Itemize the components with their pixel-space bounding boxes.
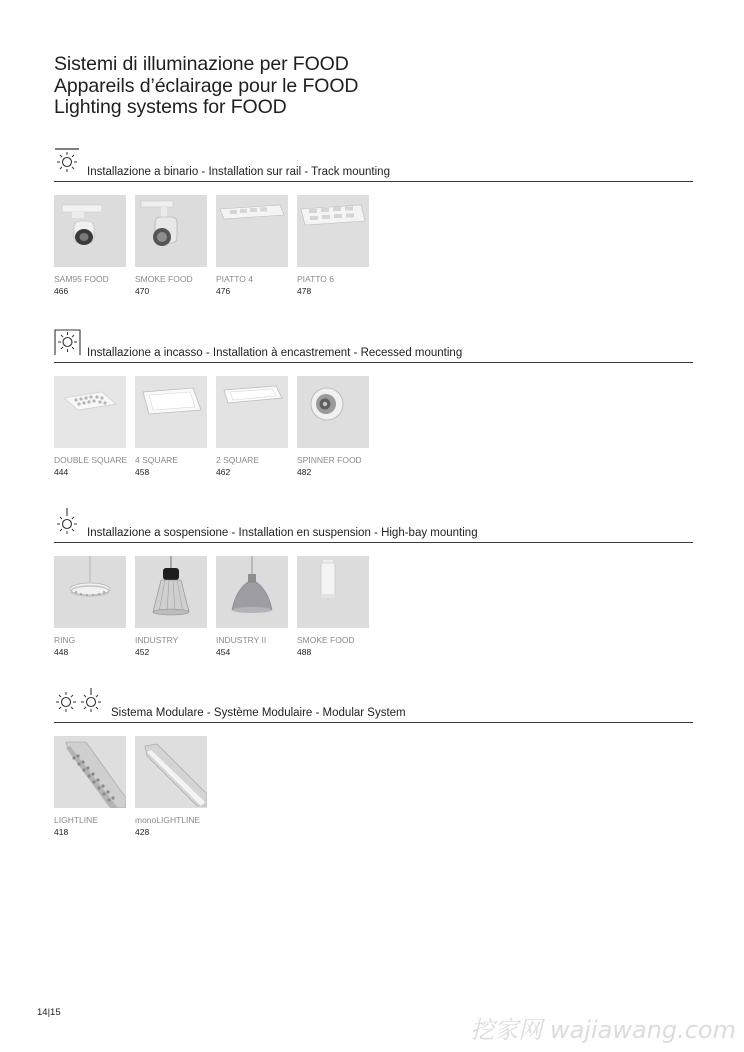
product-code: 452 <box>135 647 150 657</box>
product-code: 478 <box>297 286 312 296</box>
product-name: SAM95 FOOD <box>54 274 109 284</box>
product-card[interactable] <box>54 376 126 479</box>
section-header <box>54 151 693 182</box>
product-name: 4 SQUARE <box>135 455 178 465</box>
product-name: PIATTO 4 <box>216 274 254 284</box>
product-card[interactable] <box>297 376 369 479</box>
section-header <box>54 692 693 723</box>
product-name: INDUSTRY <box>135 635 179 645</box>
product-image-piatto-4 <box>216 195 288 267</box>
product-grid <box>54 736 693 846</box>
product-image-lightline <box>54 736 126 808</box>
section-recessed-mounting <box>54 332 693 486</box>
product-image-4-square <box>135 376 207 448</box>
watermark: 挖家网 wajiawang.com <box>470 1016 736 1044</box>
product-image-spinner-food <box>297 376 369 448</box>
product-image-double-square <box>54 376 126 448</box>
product-code: 470 <box>135 286 150 296</box>
page-title <box>54 54 358 119</box>
product-card[interactable] <box>135 556 207 659</box>
product-card[interactable] <box>135 195 207 298</box>
product-name: SMOKE FOOD <box>135 274 193 284</box>
modular-bulbs-icon <box>54 688 104 721</box>
product-code: 448 <box>54 647 69 657</box>
product-image-smoke-food <box>135 195 207 267</box>
product-image-monolightline <box>135 736 207 808</box>
product-image-industry <box>135 556 207 628</box>
product-code: 418 <box>54 827 69 837</box>
product-image-2-square <box>216 376 288 448</box>
suspended-bulb-icon <box>54 508 80 541</box>
product-code: 488 <box>297 647 312 657</box>
section-header <box>54 512 693 543</box>
product-code: 444 <box>54 467 69 477</box>
section-label: Installazione a binario - Installation sur rail - Track mounting <box>87 166 390 178</box>
product-name: SPINNER FOOD <box>297 455 362 465</box>
product-name: PIATTO 6 <box>297 274 335 284</box>
product-name: monoLIGHTLINE <box>135 815 201 825</box>
product-card[interactable] <box>135 736 207 839</box>
product-card[interactable] <box>54 736 126 839</box>
title-italian: Sistemi di illuminazione per FOOD <box>54 53 349 75</box>
product-grid <box>54 556 693 666</box>
product-name: INDUSTRY II <box>216 635 267 645</box>
product-code: 466 <box>54 286 69 296</box>
product-name: LIGHTLINE <box>54 815 98 825</box>
product-name: 2 SQUARE <box>216 455 259 465</box>
product-image-ring <box>54 556 126 628</box>
section-label: Installazione a incasso - Installation à encastrement - Recessed mounting <box>87 347 463 359</box>
product-code: 428 <box>135 827 150 837</box>
product-name: RING <box>54 635 76 645</box>
section-modular-system <box>54 692 693 846</box>
title-english: Lighting systems for FOOD <box>54 96 287 118</box>
product-name: SMOKE FOOD <box>297 635 355 645</box>
section-label: Sistema Modulare - Système Modulaire - Modular System <box>111 707 406 719</box>
product-card[interactable] <box>135 376 207 479</box>
product-code: 476 <box>216 286 231 296</box>
product-code: 458 <box>135 467 150 477</box>
product-card[interactable] <box>297 556 369 659</box>
product-card[interactable] <box>216 556 288 659</box>
product-name: DOUBLE SQUARE <box>54 455 128 465</box>
section-track-mounting <box>54 151 693 305</box>
product-image-sam95-food <box>54 195 126 267</box>
product-card[interactable] <box>216 376 288 479</box>
product-card[interactable] <box>54 195 126 298</box>
track-bulb-icon <box>54 147 80 180</box>
product-grid <box>54 376 693 486</box>
product-card[interactable] <box>297 195 369 298</box>
product-card[interactable] <box>216 195 288 298</box>
product-code: 454 <box>216 647 231 657</box>
product-code: 482 <box>297 467 312 477</box>
product-image-smoke-food-suspension <box>297 556 369 628</box>
product-card[interactable] <box>54 556 126 659</box>
section-header <box>54 332 693 363</box>
section-label: Installazione a sospensione - Installation en suspension - High-bay mounting <box>87 527 478 539</box>
page-number: 14|15 <box>37 1007 61 1018</box>
product-image-industry-ii <box>216 556 288 628</box>
recessed-bulb-icon <box>54 328 81 361</box>
product-image-piatto-6 <box>297 195 369 267</box>
product-code: 462 <box>216 467 231 477</box>
product-grid <box>54 195 693 305</box>
section-suspension-mounting <box>54 512 693 666</box>
title-french: Appareils d’éclairage pour le FOOD <box>54 74 359 97</box>
